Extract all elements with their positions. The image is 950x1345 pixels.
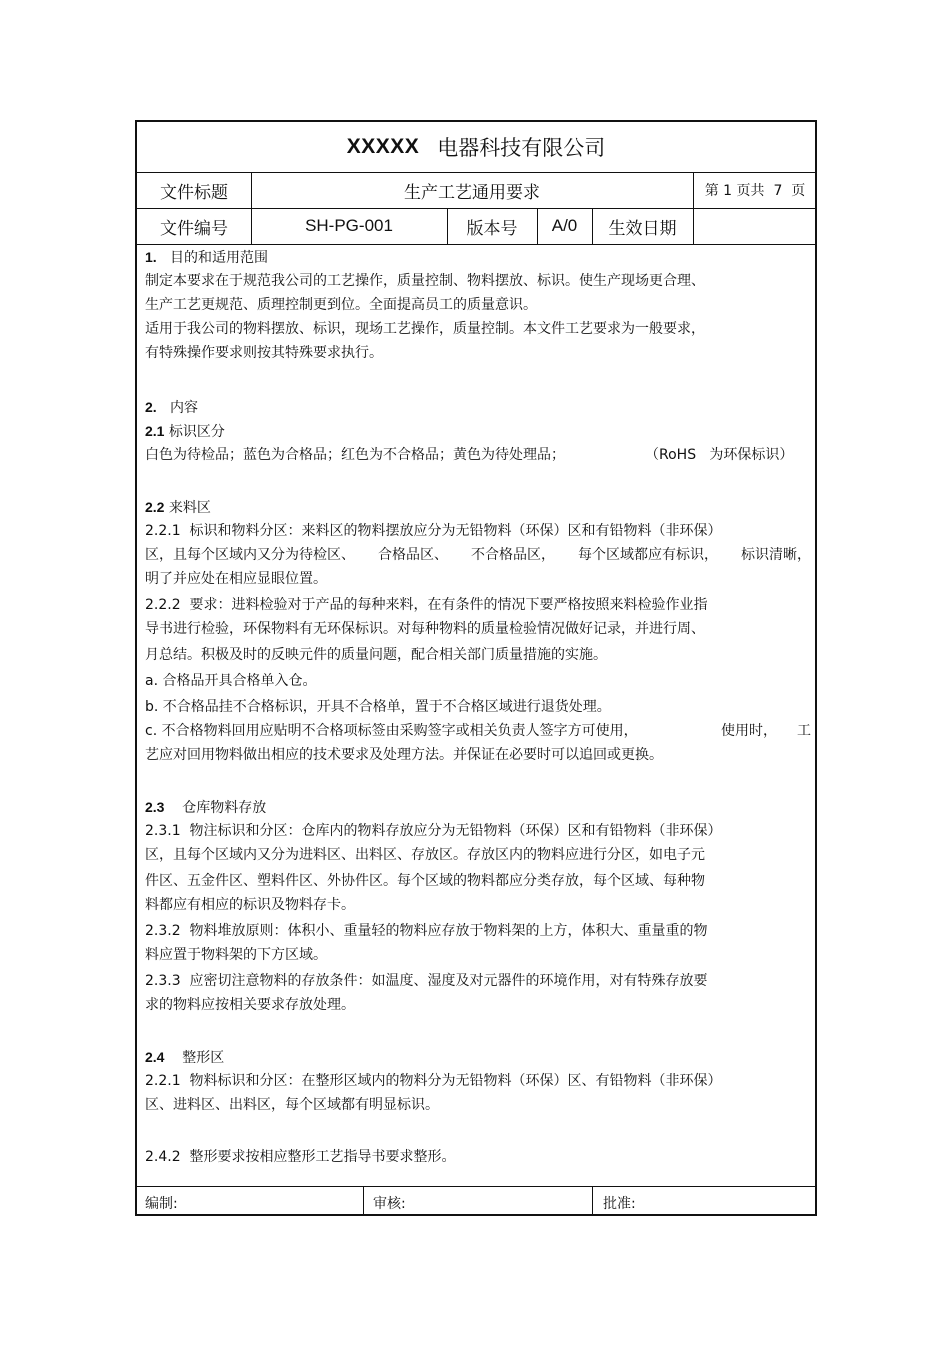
effective-date [693,208,817,244]
section-number: 1. [145,249,157,265]
section-number: 2.3 [145,799,165,815]
list-item: b. 不合格品挂不合格标识，开具不合格单，置于不合格区域进行退货处理。 [145,699,611,715]
paragraph-line: 2.2.2 要求：进料检验对于产品的每种来料，在有条件的情况下要严格按照来料检验作业指 [145,597,708,613]
paragraph-line: 导书进行检验，环保物料有无环保标识。对每种物料的质量检验情况做好记录，并进行周、 [145,621,705,637]
divider [363,1186,364,1216]
paragraph-line: 月总结。积极及时的反映元件的质量问题，配合相关部门质量措施的实施。 [145,647,607,663]
paragraph-line: 2.3.3 应密切注意物料的存放条件：如温度、湿度及对元器件的环境作用，对有特殊存放要 [145,973,708,989]
text-fragment: 标识清晰， [741,547,811,563]
section-number: 2.1 [145,423,165,439]
company-code: XXXXX [346,135,420,158]
text-fragment: 区，且每个区域内又分为待检区、 [145,547,355,563]
text-fragment: 使用时， [721,723,777,739]
paragraph-line: 2.4.2 整形要求按相应整形工艺指导书要求整形。 [145,1149,456,1165]
paragraph-line: 件区、五金件区、塑料件区、外协件区。每个区域的物料都应分类存放，每个区域、每种物 [145,873,705,889]
list-item: a. 合格品开具合格单入仓。 [145,673,317,689]
section-2-1-heading [145,422,225,441]
version: A/0 [551,216,578,235]
doc-no: SH-PG-001 [305,216,393,235]
section-1-heading [145,248,268,267]
section-title: 来料区 [168,500,211,516]
version-label: 版本号 [466,218,518,239]
paragraph-line: 求的物料应按相关要求存放处理。 [145,997,355,1013]
divider [137,244,815,245]
divider [137,1186,815,1187]
approved-by-label: 批准: [603,1196,636,1212]
paragraph-line: 料应置于物料架的下方区域。 [145,947,327,963]
paragraph-line: 明了并应处在相应显眼位置。 [145,571,327,587]
doc-title-label: 文件标题 [160,182,228,203]
paragraph-line: 2.3.2 物料堆放原则：体积小、重量轻的物料应存放于物料架的上方，体积大、重量重的物 [145,923,708,939]
paragraph-line [145,546,811,564]
doc-no-label: 文件编号 [160,218,228,239]
text-fragment: 不合格品区， [471,547,555,563]
effective-date-label: 生效日期 [608,218,677,239]
list-item [145,722,811,740]
paragraph-line: 区、进料区、出料区，每个区域都有明显标识。 [145,1097,439,1113]
text-fragment: 每个区域都应有标识， [578,547,718,563]
section-title: 仓库物料存放 [182,800,267,816]
section-title: 整形区 [182,1050,225,1066]
paragraph-line: 2.2.1 物料标识和分区：在整形区域内的物料分为无铅物料（环保）区、有铅物料（非环保） [145,1073,722,1089]
company-header [137,122,815,172]
section-number: 2. [145,399,157,415]
section-number: 2.2 [145,499,165,515]
paragraph-line: 区，且每个区域内又分为进料区、出料区、存放区。存放区内的物料应进行分区，如电子元 [145,847,705,863]
section-2-2-heading [145,498,211,517]
page-info: 第 1 页共 7 页 [704,183,806,199]
paragraph-line: 2.2.1 标识和物料分区：来料区的物料摆放应分为无铅物料（环保）区和有铅物料（非环保） [145,523,722,539]
document-frame [135,120,817,1216]
section-title: 目的和适用范围 [170,250,269,266]
section-2-4-heading [145,1048,224,1067]
paragraph-line: 艺应对回用物料做出相应的技术要求及处理方法。并保证在必要时可以追回或更换。 [145,747,663,763]
reviewed-by-label: 审核: [373,1196,406,1212]
section-2-heading [145,398,198,417]
text-fragment: 合格品区、 [378,547,448,563]
paragraph-line: 适用于我公司的物料摆放、标识，现场工艺操作，质量控制。本文件工艺要求为一般要求， [145,321,705,337]
section-title: 标识区分 [168,424,225,440]
section-2-3-heading [145,798,266,817]
paragraph-line: 2.3.1 物注标识和分区：仓库内的物料存放应分为无铅物料（环保）区和有铅物料（非环保） [145,823,722,839]
paragraph-line: 白色为待检品；蓝色为合格品；红色为不合格品；黄色为待处理品； [145,447,565,463]
paragraph-line: 料都应有相应的标识及物料存卡。 [145,897,355,913]
company-name: 电器科技有限公司 [437,136,606,160]
rohs-note: （RoHS 为环保标识） [645,447,794,463]
text-fragment: 工 [797,723,811,739]
paragraph-line: 生产工艺更规范、质理控制更到位。全面提高员工的质量意识。 [145,297,537,313]
text-fragment: c. 不合格物料回用应贴明不合格项标签由采购签字或相关负责人签字方可使用， [145,723,638,739]
paragraph-line: 制定本要求在于规范我公司的工艺操作，质量控制、物料摆放、标识。使生产现场更合理、 [145,273,705,289]
paragraph-line: 有特殊操作要求则按其特殊要求执行。 [145,345,383,361]
divider [592,1186,593,1216]
prepared-by-label: 编制: [145,1196,178,1212]
doc-title: 生产工艺通用要求 [404,182,540,203]
section-number: 2.4 [145,1049,165,1065]
section-title: 内容 [170,400,199,416]
